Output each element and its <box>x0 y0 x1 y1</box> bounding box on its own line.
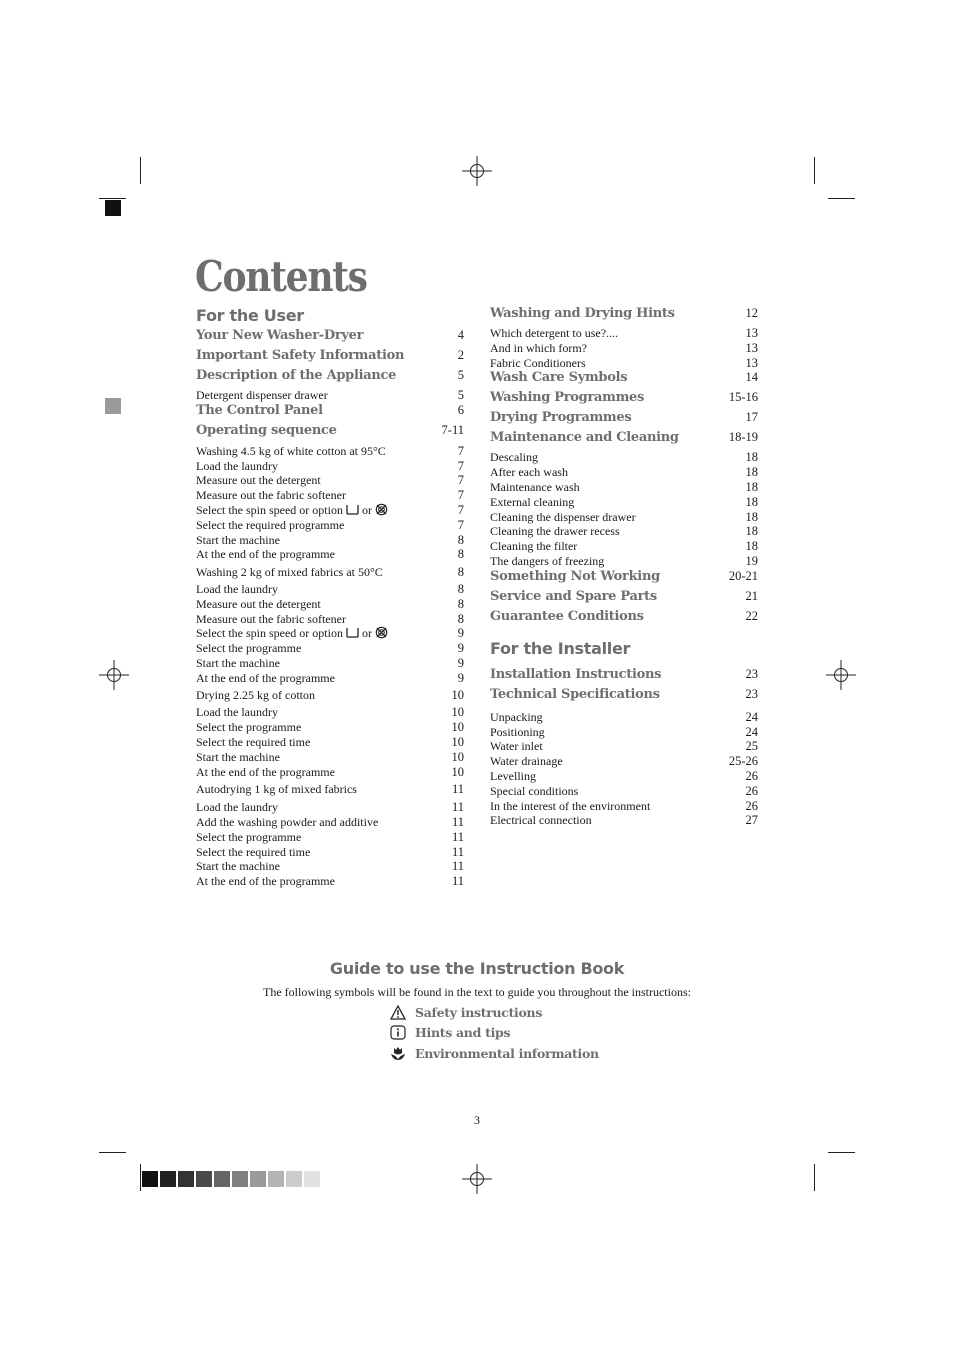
toc-heading <box>196 423 464 438</box>
toc-page-number: 11 <box>451 844 464 859</box>
toc-entry-title: Drying 2.25 kg of cotton <box>196 688 315 703</box>
toc-page-number: 10 <box>451 749 464 764</box>
density-swatch <box>250 1171 266 1187</box>
spin-option-icon <box>343 503 359 517</box>
toc-heading <box>490 410 758 425</box>
toc-entry <box>490 739 758 754</box>
toc-entry-title: Special conditions <box>490 783 579 798</box>
toc-page-number: 10 <box>451 735 464 749</box>
toc-page-number: 25 <box>745 739 758 754</box>
density-swatch <box>196 1171 212 1187</box>
toc-page-number: 10 <box>451 705 464 720</box>
symbol-legend <box>389 1002 599 1064</box>
toc-entry-title: For the Installer <box>490 638 631 658</box>
toc-entry-title: Water drainage <box>490 754 563 769</box>
toc-entry-title: Measure out the detergent <box>196 596 321 611</box>
toc-entry <box>490 480 758 495</box>
toc-page-number: 21 <box>745 588 758 603</box>
toc-entry-title: The Control Panel <box>196 402 323 418</box>
toc-page-number: 11 <box>451 815 464 829</box>
toc-entry-title: Select the required time <box>196 844 311 859</box>
density-swatch <box>142 1171 158 1187</box>
toc-entry-title: Technical Specifications <box>490 686 660 702</box>
toc-entry-title: Positioning <box>490 724 545 739</box>
toc-entry <box>196 488 464 503</box>
legend-label: Safety instructions <box>415 1004 543 1020</box>
info-icon <box>389 1024 407 1042</box>
toc-page-number: 10 <box>451 764 464 779</box>
toc-page-number: 20-21 <box>728 568 758 583</box>
toc-entry-title: Select the programme <box>196 829 302 844</box>
toc-entry <box>490 725 758 740</box>
toc-entry <box>490 450 758 465</box>
toc-page-number: 18 <box>745 494 758 509</box>
no-spin-icon <box>375 503 388 517</box>
toc-entry-title: At the end of the programme <box>196 670 335 685</box>
toc-entry-title: Start the machine <box>196 859 280 874</box>
toc-page-number: 9 <box>457 641 464 656</box>
toc-entry-title: Select the required programme <box>196 517 345 532</box>
toc-page-number: 26 <box>745 798 758 813</box>
toc-page-number: 9 <box>457 626 464 641</box>
black-square-mark <box>105 200 121 216</box>
toc-entry <box>490 784 758 799</box>
toc-entry <box>196 444 464 459</box>
toc-heading <box>490 667 758 682</box>
toc-page-number: 9 <box>457 670 464 685</box>
toc-page-number: 7 <box>457 443 464 458</box>
density-swatch <box>286 1171 302 1187</box>
toc-entry <box>196 815 464 830</box>
toc-entry <box>196 800 464 815</box>
grey-square-mark <box>105 398 121 414</box>
toc-entry-title: Select the required time <box>196 735 311 749</box>
toc-page-number: 8 <box>457 582 464 596</box>
toc-heading <box>490 687 758 702</box>
density-swatch <box>232 1171 248 1187</box>
toc-page-number: 14 <box>745 370 758 385</box>
legend-label: Hints and tips <box>415 1025 511 1041</box>
toc-heading <box>196 348 464 363</box>
toc-entry-title: Washing Programmes <box>490 390 645 406</box>
legend-label: Environmental information <box>415 1045 599 1061</box>
toc-entry <box>196 859 464 874</box>
toc-entry-title: Washing and Drying Hints <box>490 306 675 321</box>
toc-entry-title: Measure out the fabric softener <box>196 488 346 503</box>
toc-entry-title: At the end of the programme <box>196 764 335 779</box>
toc-page-number: 13 <box>745 326 758 340</box>
density-swatch <box>178 1171 194 1187</box>
toc-entry <box>196 518 464 533</box>
toc-page-number: 11 <box>451 829 464 844</box>
toc-entry-title: Load the laundry <box>196 458 278 473</box>
registration-mark-icon <box>99 660 129 690</box>
toc-entry-title: Guarantee Conditions <box>490 608 644 624</box>
toc-heading <box>196 328 464 343</box>
crop-mark <box>814 1164 815 1191</box>
toc-entry-title: Fabric Conditioners <box>490 355 586 370</box>
registration-mark-icon <box>462 156 492 186</box>
toc-entry <box>490 799 758 814</box>
toc-heading <box>196 368 464 383</box>
toc-heading <box>490 609 758 624</box>
toc-entry <box>196 750 464 765</box>
toc-entry <box>196 459 464 474</box>
toc-entry-title: Load the laundry <box>196 800 278 815</box>
registration-mark-icon <box>826 660 856 690</box>
toc-page-number: 7 <box>457 488 464 503</box>
toc-page-number: 10 <box>451 720 464 735</box>
toc-entry <box>196 874 464 889</box>
toc-page-number: 15-16 <box>728 390 758 405</box>
toc-page-number: 2 <box>457 348 464 362</box>
page-title: Contents <box>195 252 367 301</box>
legend-item <box>389 1023 599 1044</box>
toc-entry <box>490 769 758 784</box>
crop-mark <box>828 1152 855 1153</box>
toc-page-number: 26 <box>745 769 758 783</box>
toc-entry <box>196 582 464 597</box>
toc-entry <box>196 688 464 703</box>
toc-entry <box>490 813 758 828</box>
crop-mark <box>99 1152 126 1153</box>
toc-entry-title: The dangers of freezing <box>490 554 605 568</box>
toc-page-number: 25-26 <box>728 754 758 769</box>
toc-page-number: 13 <box>745 355 758 370</box>
toc-page-number: 9 <box>457 656 464 670</box>
toc-entry-title: Installation Instructions <box>490 666 662 682</box>
toc-page-number: 11 <box>451 859 464 874</box>
toc-entry <box>196 597 464 612</box>
toc-page-number: 18 <box>745 509 758 524</box>
no-spin-icon <box>375 626 388 640</box>
toc-entry-title: Select the spin speed or option or <box>196 626 388 641</box>
toc-entry-title: Autodrying 1 kg of mixed fabrics <box>196 782 357 797</box>
toc-entry-title: Load the laundry <box>196 705 278 720</box>
toc-page-number: 7-11 <box>441 422 464 437</box>
toc-page-number: 26 <box>745 783 758 798</box>
toc-entry-title: Wash Care Symbols <box>490 370 628 386</box>
toc-entry-title: Cleaning the dispenser drawer <box>490 509 636 524</box>
toc-entry-title: Select the programme <box>196 641 302 656</box>
toc-entry <box>196 473 464 488</box>
toc-entry-title: Levelling <box>490 769 536 783</box>
toc-entry-title: Washing 4.5 kg of white cotton at 95°C <box>196 443 386 458</box>
toc-entry <box>196 641 464 656</box>
toc-page-number: 11 <box>451 782 464 797</box>
toc-heading <box>490 306 758 321</box>
toc-entry-title: Maintenance and Cleaning <box>490 430 679 446</box>
toc-page-number: 23 <box>745 686 758 701</box>
toc-entry <box>490 754 758 769</box>
toc-entry <box>196 705 464 720</box>
toc-entry <box>196 765 464 780</box>
toc-entry-title: Add the washing powder and additive <box>196 815 379 829</box>
toc-entry <box>490 554 758 569</box>
toc-entry-title: Water inlet <box>490 739 543 754</box>
density-swatch <box>160 1171 176 1187</box>
toc-entry <box>196 547 464 562</box>
toc-page-number: 18 <box>745 539 758 554</box>
legend-item <box>389 1043 599 1064</box>
toc-entry <box>490 539 758 554</box>
toc-entry-title: Measure out the fabric softener <box>196 611 346 626</box>
toc-page-number: 8 <box>457 596 464 611</box>
toc-entry-title: Start the machine <box>196 749 280 764</box>
toc-entry-title: Cleaning the drawer recess <box>490 524 620 539</box>
toc-page-number: 7 <box>457 503 464 517</box>
toc-entry-title: Select the programme <box>196 720 302 735</box>
toc-page-number: 18-19 <box>728 430 758 445</box>
toc-entry <box>196 830 464 845</box>
toc-entry-title: Service and Spare Parts <box>490 588 657 604</box>
toc-entry <box>490 524 758 539</box>
toc-entry-title: In the interest of the environment <box>490 798 651 813</box>
toc-entry <box>196 612 464 627</box>
toc-page-number: 24 <box>745 724 758 739</box>
crop-mark <box>140 157 141 184</box>
toc-entry-title: Washing 2 kg of mixed fabrics at 50°C <box>196 564 383 579</box>
spin-option-icon <box>343 626 359 640</box>
toc-entry <box>196 626 464 641</box>
page-number: 3 <box>474 1113 480 1127</box>
toc-entry-title: Electrical connection <box>490 813 592 828</box>
toc-entry-title: Start the machine <box>196 656 280 670</box>
toc-entry <box>196 845 464 860</box>
toc-entry <box>196 388 464 403</box>
toc-page-number: 19 <box>745 554 758 568</box>
toc-page-number: 4 <box>457 328 464 342</box>
density-swatch <box>214 1171 230 1187</box>
toc-entry-title: Descaling <box>490 450 538 465</box>
toc-entry <box>490 495 758 510</box>
toc-entry-title: Select the spin speed or option or <box>196 503 388 518</box>
toc-entry <box>196 656 464 671</box>
toc-page-number: 7 <box>457 473 464 488</box>
toc-entry-title: Start the machine <box>196 532 280 547</box>
toc-entry-title: For the User <box>196 306 304 325</box>
toc-entry <box>490 341 758 356</box>
legend-item <box>389 1002 599 1023</box>
toc-entry <box>490 326 758 341</box>
toc-page-number: 8 <box>457 547 464 562</box>
toc-section-heading <box>490 639 758 658</box>
toc-heading <box>490 589 758 604</box>
crop-mark <box>140 1164 141 1191</box>
crop-mark <box>99 198 126 199</box>
guide-intro: The following symbols will be found in the text to guide you throughout the instructions: <box>263 985 691 999</box>
toc-entry-title: And in which form? <box>490 340 587 355</box>
crop-mark <box>828 198 855 199</box>
toc-section-heading <box>196 306 464 325</box>
toc-entry <box>490 356 758 371</box>
crop-mark <box>814 157 815 184</box>
toc-entry <box>196 533 464 548</box>
toc-page-number: 5 <box>457 388 464 402</box>
toc-entry <box>196 503 464 518</box>
warning-triangle-icon <box>389 1003 407 1021</box>
toc-entry-title: Important Safety Information <box>196 348 405 363</box>
toc-page-number: 27 <box>745 813 758 828</box>
toc-entry-title: Which detergent to use?.... <box>490 326 619 340</box>
toc-entry <box>196 720 464 735</box>
toc-page-number: 11 <box>451 874 464 889</box>
toc-page-number: 13 <box>745 340 758 355</box>
toc-entry-title: Description of the Appliance <box>196 368 397 383</box>
environment-flower-icon <box>389 1044 407 1062</box>
toc-heading <box>490 569 758 584</box>
toc-entry-title: External cleaning <box>490 494 575 509</box>
toc-page-number: 24 <box>745 709 758 724</box>
toc-page-number: 7 <box>457 517 464 532</box>
toc-heading <box>196 403 464 418</box>
toc-page-number: 8 <box>457 564 464 579</box>
toc-entry <box>196 782 464 797</box>
toc-entry-title: Something Not Working <box>490 568 660 584</box>
toc-entry-title: At the end of the programme <box>196 874 335 889</box>
toc-page-number: 11 <box>451 800 464 815</box>
density-swatch <box>268 1171 284 1187</box>
toc-entry-title: Maintenance wash <box>490 480 580 494</box>
toc-page-number: 18 <box>745 524 758 539</box>
toc-page-number: 10 <box>451 688 464 703</box>
guide-title: Guide to use the Instruction Book <box>329 959 625 978</box>
toc-page-number: 12 <box>745 306 758 320</box>
toc-entry-title: At the end of the programme <box>196 547 335 562</box>
toc-entry <box>196 565 464 580</box>
toc-page-number: 18 <box>745 465 758 480</box>
toc-entry-title: Your New Washer-Dryer <box>196 328 364 343</box>
toc-page-number: 8 <box>457 532 464 547</box>
toc-entry <box>196 671 464 686</box>
toc-entry-title: Load the laundry <box>196 582 278 596</box>
registration-mark-icon <box>462 1164 492 1194</box>
toc-entry-title: Drying Programmes <box>490 410 632 426</box>
density-swatch <box>304 1171 320 1187</box>
toc-page-number: 23 <box>745 666 758 681</box>
toc-entry-title: Detergent dispenser drawer <box>196 388 328 402</box>
toc-entry-title: Operating sequence <box>196 422 337 438</box>
toc-page-number: 22 <box>745 608 758 623</box>
toc-entry-title: After each wash <box>490 465 568 480</box>
toc-page-number: 18 <box>745 450 758 465</box>
toc-entry-title: Unpacking <box>490 709 543 724</box>
toc-heading <box>490 430 758 445</box>
toc-entry <box>490 465 758 480</box>
toc-entry-title: Cleaning the filter <box>490 539 578 554</box>
toc-page-number: 5 <box>457 368 464 382</box>
toc-entry <box>490 510 758 525</box>
toc-heading <box>490 390 758 405</box>
toc-page-number: 8 <box>457 611 464 626</box>
toc-entry <box>490 710 758 725</box>
toc-page-number: 6 <box>457 402 464 417</box>
toc-heading <box>490 370 758 385</box>
toc-page-number: 7 <box>457 458 464 473</box>
toc-page-number: 17 <box>745 410 758 425</box>
toc-entry <box>196 735 464 750</box>
toc-page-number: 18 <box>745 480 758 494</box>
toc-entry-title: Measure out the detergent <box>196 473 321 488</box>
